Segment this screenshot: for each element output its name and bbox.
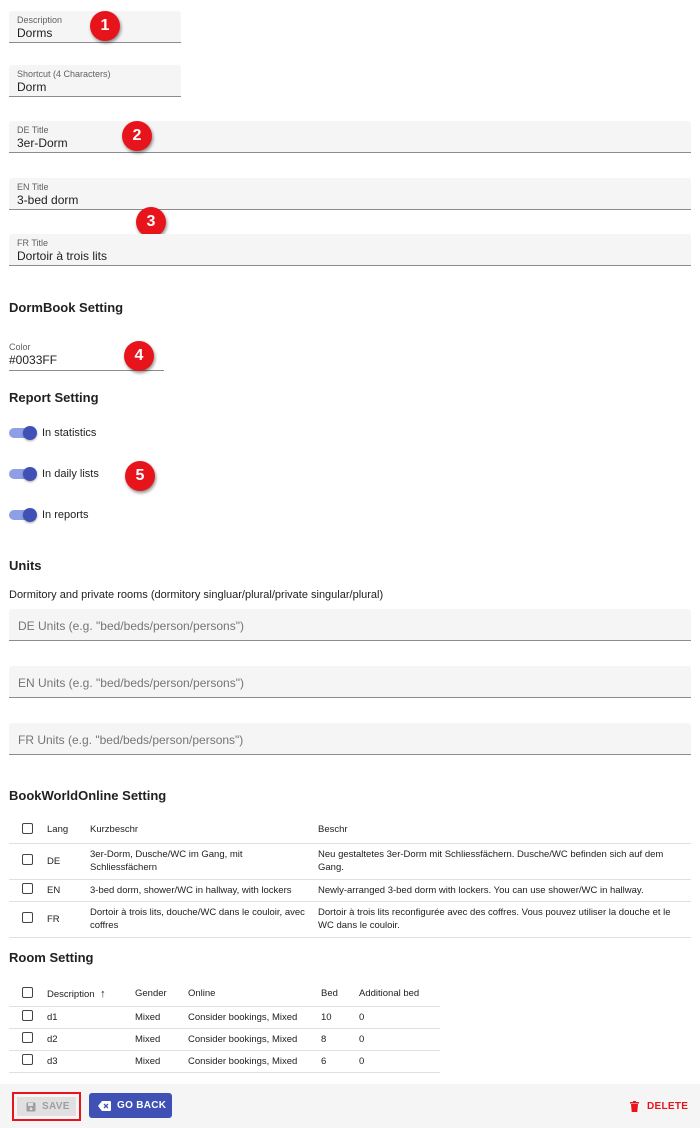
go-back-button[interactable] xyxy=(89,1093,172,1118)
toggle-in-statistics[interactable] xyxy=(9,427,96,439)
bwo-section-title: BookWorldOnline Setting xyxy=(9,788,167,803)
bwo-header-beschr: Beschr xyxy=(318,817,691,843)
description-value: Dorms xyxy=(17,26,53,40)
fr-title-label: FR Title xyxy=(17,238,49,248)
annotation-badge-4: 4 xyxy=(124,341,154,371)
units-subtitle: Dormitory and private rooms (dormitory singluar/plural/private singular/plural) xyxy=(9,589,384,601)
room-section-title: Room Setting xyxy=(9,950,94,965)
shortcut-field[interactable] xyxy=(9,65,181,97)
color-label: Color xyxy=(9,342,31,352)
row-checkbox-cell[interactable] xyxy=(9,901,47,937)
room-additional: 0 xyxy=(359,1006,440,1028)
save-highlight-box xyxy=(12,1092,81,1121)
table-row[interactable] xyxy=(9,1028,440,1050)
room-header-gender: Gender xyxy=(135,982,188,1006)
room-description: d3 xyxy=(47,1050,135,1072)
save-icon xyxy=(26,1102,36,1112)
row-checkbox-cell[interactable] xyxy=(9,1006,47,1028)
room-select-all-cell[interactable] xyxy=(9,982,47,1006)
room-header-description-label: Description xyxy=(47,988,95,1000)
en-title-value: 3-bed dorm xyxy=(17,193,79,207)
de-units-input[interactable] xyxy=(9,609,691,641)
switch-thumb[interactable] xyxy=(23,467,37,481)
fr-title-value: Dortoir à trois lits xyxy=(17,249,108,263)
color-value: #0033FF xyxy=(9,353,58,367)
room-online: Consider bookings, Mixed xyxy=(188,1006,321,1028)
row-checkbox-cell[interactable] xyxy=(9,1050,47,1072)
bwo-beschr: Neu gestaltetes 3er-Dorm mit Schliessfächern. Dusche/WC befinden sich auf dem Gang. xyxy=(318,843,691,879)
de-title-field[interactable] xyxy=(9,121,691,153)
annotation-badge-3: 3 xyxy=(136,207,166,237)
row-checkbox[interactable] xyxy=(22,1054,33,1065)
bwo-kurz: 3-bed dorm, shower/WC in hallway, with lockers xyxy=(90,879,318,901)
toggle-label-daily-lists: In daily lists xyxy=(42,468,99,480)
switch-track[interactable] xyxy=(9,469,35,479)
room-online: Consider bookings, Mixed xyxy=(188,1050,321,1072)
bwo-lang: EN xyxy=(47,879,90,901)
switch-thumb[interactable] xyxy=(23,508,37,522)
go-back-label: GO BACK xyxy=(117,1100,167,1111)
row-checkbox[interactable] xyxy=(22,1032,33,1043)
room-bed: 10 xyxy=(321,1006,359,1028)
room-bed: 8 xyxy=(321,1028,359,1050)
bwo-beschr: Newly-arranged 3-bed dorm with lockers. You can use shower/WC in hallway. xyxy=(318,879,691,901)
bwo-select-all-cell[interactable] xyxy=(9,817,47,843)
select-all-checkbox[interactable] xyxy=(22,823,33,834)
room-bed: 6 xyxy=(321,1050,359,1072)
toggle-in-daily-lists[interactable] xyxy=(9,468,99,480)
bwo-kurz: 3er-Dorm, Dusche/WC im Gang, mit Schliessfächern xyxy=(90,843,318,879)
room-gender: Mixed xyxy=(135,1028,188,1050)
row-checkbox-cell[interactable] xyxy=(9,1028,47,1050)
trash-icon xyxy=(630,1101,639,1112)
room-gender: Mixed xyxy=(135,1006,188,1028)
room-header-additional: Additional bed xyxy=(359,982,440,1006)
fr-units-input[interactable] xyxy=(9,723,691,755)
switch-track[interactable] xyxy=(9,510,35,520)
room-description: d2 xyxy=(47,1028,135,1050)
backspace-icon xyxy=(98,1101,111,1111)
row-checkbox[interactable] xyxy=(22,912,33,923)
bwo-beschr: Dortoir à trois lits reconfigurée avec des coffres. Vous pouvez utiliser la douche et le WC dans le couloir. xyxy=(318,901,691,937)
room-online: Consider bookings, Mixed xyxy=(188,1028,321,1050)
toggle-label-reports: In reports xyxy=(42,509,89,521)
table-row[interactable] xyxy=(9,901,691,937)
units-section-title: Units xyxy=(9,558,42,573)
bwo-lang: DE xyxy=(47,843,90,879)
room-header-row xyxy=(9,982,440,1006)
row-checkbox[interactable] xyxy=(22,854,33,865)
switch-track[interactable] xyxy=(9,428,35,438)
room-additional: 0 xyxy=(359,1050,440,1072)
en-units-input[interactable] xyxy=(9,666,691,698)
annotation-badge-5: 5 xyxy=(125,461,155,491)
annotation-badge-1: 1 xyxy=(90,11,120,41)
room-header-online: Online xyxy=(188,982,321,1006)
save-label: SAVE xyxy=(42,1101,70,1112)
fr-title-field[interactable] xyxy=(9,234,691,266)
bwo-lang: FR xyxy=(47,901,90,937)
fr-units-placeholder: FR Units (e.g. "bed/beds/person/persons") xyxy=(18,733,244,747)
room-additional: 0 xyxy=(359,1028,440,1050)
toggle-in-reports[interactable] xyxy=(9,509,88,521)
annotation-badge-2: 2 xyxy=(122,121,152,151)
bwo-header-lang: Lang xyxy=(47,817,90,843)
en-title-field[interactable] xyxy=(9,178,691,210)
delete-button[interactable] xyxy=(630,1101,688,1112)
table-row[interactable] xyxy=(9,1006,440,1028)
shortcut-label: Shortcut (4 Characters) xyxy=(17,69,111,79)
de-title-value: 3er-Dorm xyxy=(17,136,68,150)
arrow-up-icon[interactable]: ↑ xyxy=(100,987,106,1000)
table-row[interactable] xyxy=(9,843,691,879)
room-header-description[interactable] xyxy=(47,982,135,1006)
bwo-header-row xyxy=(9,817,691,843)
en-title-label: EN Title xyxy=(17,182,49,192)
action-footer xyxy=(0,1084,700,1128)
de-title-label: DE Title xyxy=(17,125,49,135)
room-description: d1 xyxy=(47,1006,135,1028)
de-units-placeholder: DE Units (e.g. "bed/beds/person/persons") xyxy=(18,619,244,633)
save-button[interactable] xyxy=(17,1097,76,1116)
row-checkbox-cell[interactable] xyxy=(9,843,47,879)
bwo-header-kurz: Kurzbeschr xyxy=(90,817,318,843)
select-all-checkbox[interactable] xyxy=(22,987,33,998)
switch-thumb[interactable] xyxy=(23,426,37,440)
delete-label: DELETE xyxy=(647,1101,689,1112)
room-gender: Mixed xyxy=(135,1050,188,1072)
table-row[interactable] xyxy=(9,879,691,901)
shortcut-value: Dorm xyxy=(17,80,47,94)
description-label: Description xyxy=(17,15,63,25)
report-section-title: Report Setting xyxy=(9,390,99,405)
row-checkbox-cell[interactable] xyxy=(9,879,47,901)
dormbook-section-title: DormBook Setting xyxy=(9,300,124,315)
room-table xyxy=(9,982,440,1073)
bwo-kurz: Dortoir à trois lits, douche/WC dans le couloir, avec coffres xyxy=(90,901,318,937)
en-units-placeholder: EN Units (e.g. "bed/beds/person/persons") xyxy=(18,676,244,690)
row-checkbox[interactable] xyxy=(22,1010,33,1021)
toggle-label-statistics: In statistics xyxy=(42,427,97,439)
table-row[interactable] xyxy=(9,1050,440,1072)
room-header-bed: Bed xyxy=(321,982,359,1006)
bwo-table xyxy=(9,817,691,938)
row-checkbox[interactable] xyxy=(22,883,33,894)
